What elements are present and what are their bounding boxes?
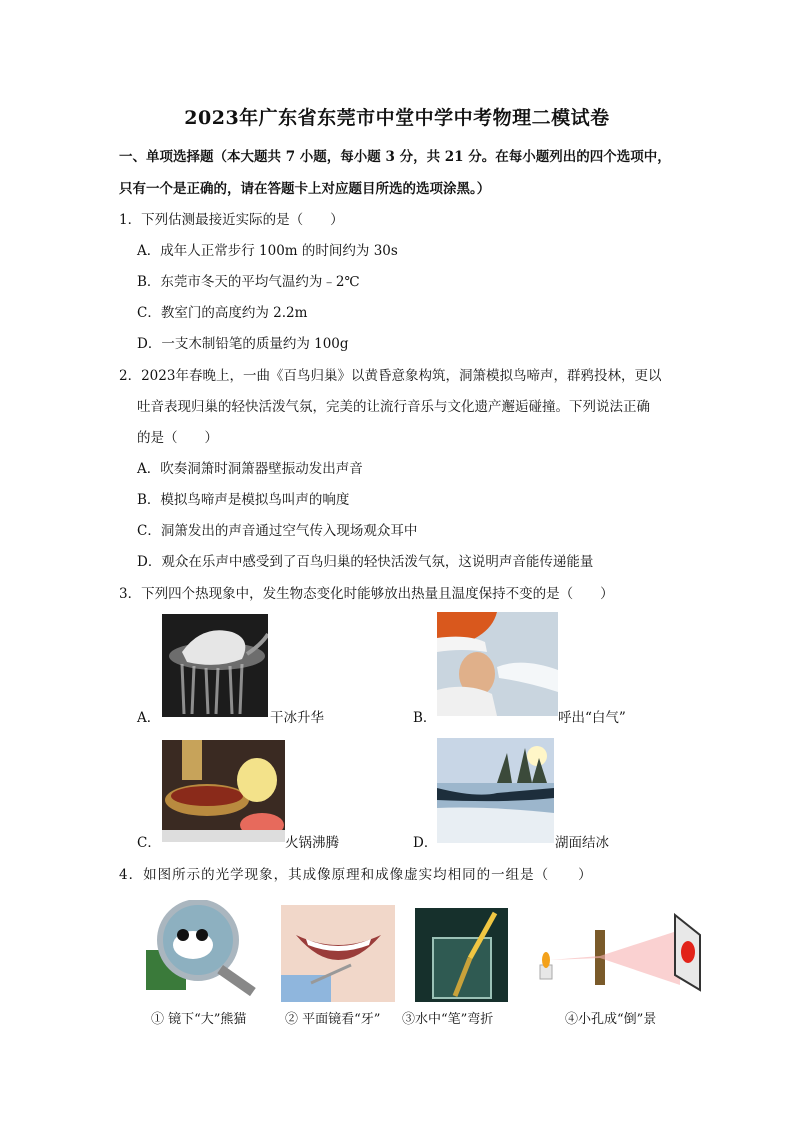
pencil-in-water-image: [415, 908, 508, 1002]
q2-stem-line1: 2．2023年春晚上，一曲《百鸟归巢》以黄昏意象构筑，洞箫模拟鸟啼声，群鸦投林，更以: [119, 368, 662, 384]
q3-option-c-label: C．: [137, 835, 161, 851]
section-heading-line2: 只有一个是正确的，请在答题卡上对应题目所选的选项涂黑。）: [119, 181, 491, 197]
q2-option-c: C．洞箫发出的声音通过空气传入现场观众耳中: [137, 523, 418, 539]
q1-option-b: B．东莞市冬天的平均气温约为﹣2℃: [137, 274, 360, 290]
hotpot-image: [162, 740, 285, 842]
dental-mirror-image: [281, 905, 395, 1002]
q3-stem: 3．下列四个热现象中，发生物态变化时能够放出热量且温度保持不变的是（ ）: [119, 586, 614, 602]
frozen-lake-image: [437, 738, 554, 843]
q2-option-d: D．观众在乐声中感受到了百鸟归巢的轻快活泼气氛，这说明声音能传递能量: [137, 554, 594, 570]
q3-option-d-text: 湖面结冰: [555, 835, 609, 851]
q4-stem: 4．如图所示的光学现象，其成像原理和成像虚实均相同的一组是（ ）: [119, 867, 593, 883]
q3-option-c-text: 火锅沸腾: [285, 835, 339, 851]
q3-option-b-text: 呼出“白气”: [558, 710, 626, 726]
q4-caption-3: ③水中“笔”弯折: [402, 1012, 494, 1027]
page-title: 2023年广东省东莞市中堂中学中考物理二模试卷: [184, 107, 610, 129]
q3-option-a-text: 干冰升华: [270, 710, 324, 726]
q3-option-b-label: B．: [413, 710, 437, 726]
section-heading-line1: 一、单项选择题（本大题共 7 小题，每小题 3 分，共 21 分。在每小题列出的四个选项中，: [119, 149, 671, 165]
q4-caption-1: ① 镜下“大”熊猫: [151, 1012, 247, 1027]
q1-option-a: A．成年人正常步行 100m 的时间约为 30s: [137, 243, 398, 259]
q3-option-d-label: D．: [413, 835, 438, 851]
pinhole-camera-image: [530, 910, 704, 998]
q4-caption-2: ② 平面镜看“牙”: [285, 1012, 381, 1027]
q4-caption-4: ④小孔成“倒”景: [565, 1012, 657, 1027]
q2-stem-line2: 吐音表现归巢的轻快活泼气氛，完美的让流行音乐与文化遗产邂逅碰撞。下列说法正确: [137, 399, 650, 415]
dry-ice-image: [162, 614, 268, 717]
q2-option-b: B．模拟鸟啼声是模拟鸟叫声的响度: [137, 492, 350, 508]
q1-stem: 1．下列估测最接近实际的是（ ）: [119, 212, 344, 228]
magnifier-panda-image: [138, 900, 266, 1002]
q2-option-a: A．吹奏洞箫时洞箫器壁振动发出声音: [137, 461, 363, 477]
q2-stem-line3: 的是（ ）: [137, 430, 218, 446]
q3-option-a-label: A．: [137, 710, 161, 726]
q1-option-c: C．教室门的高度约为 2.2m: [137, 305, 308, 321]
q1-option-d: D．一支木制铅笔的质量约为 100g: [137, 336, 349, 352]
breath-image: [437, 612, 558, 716]
